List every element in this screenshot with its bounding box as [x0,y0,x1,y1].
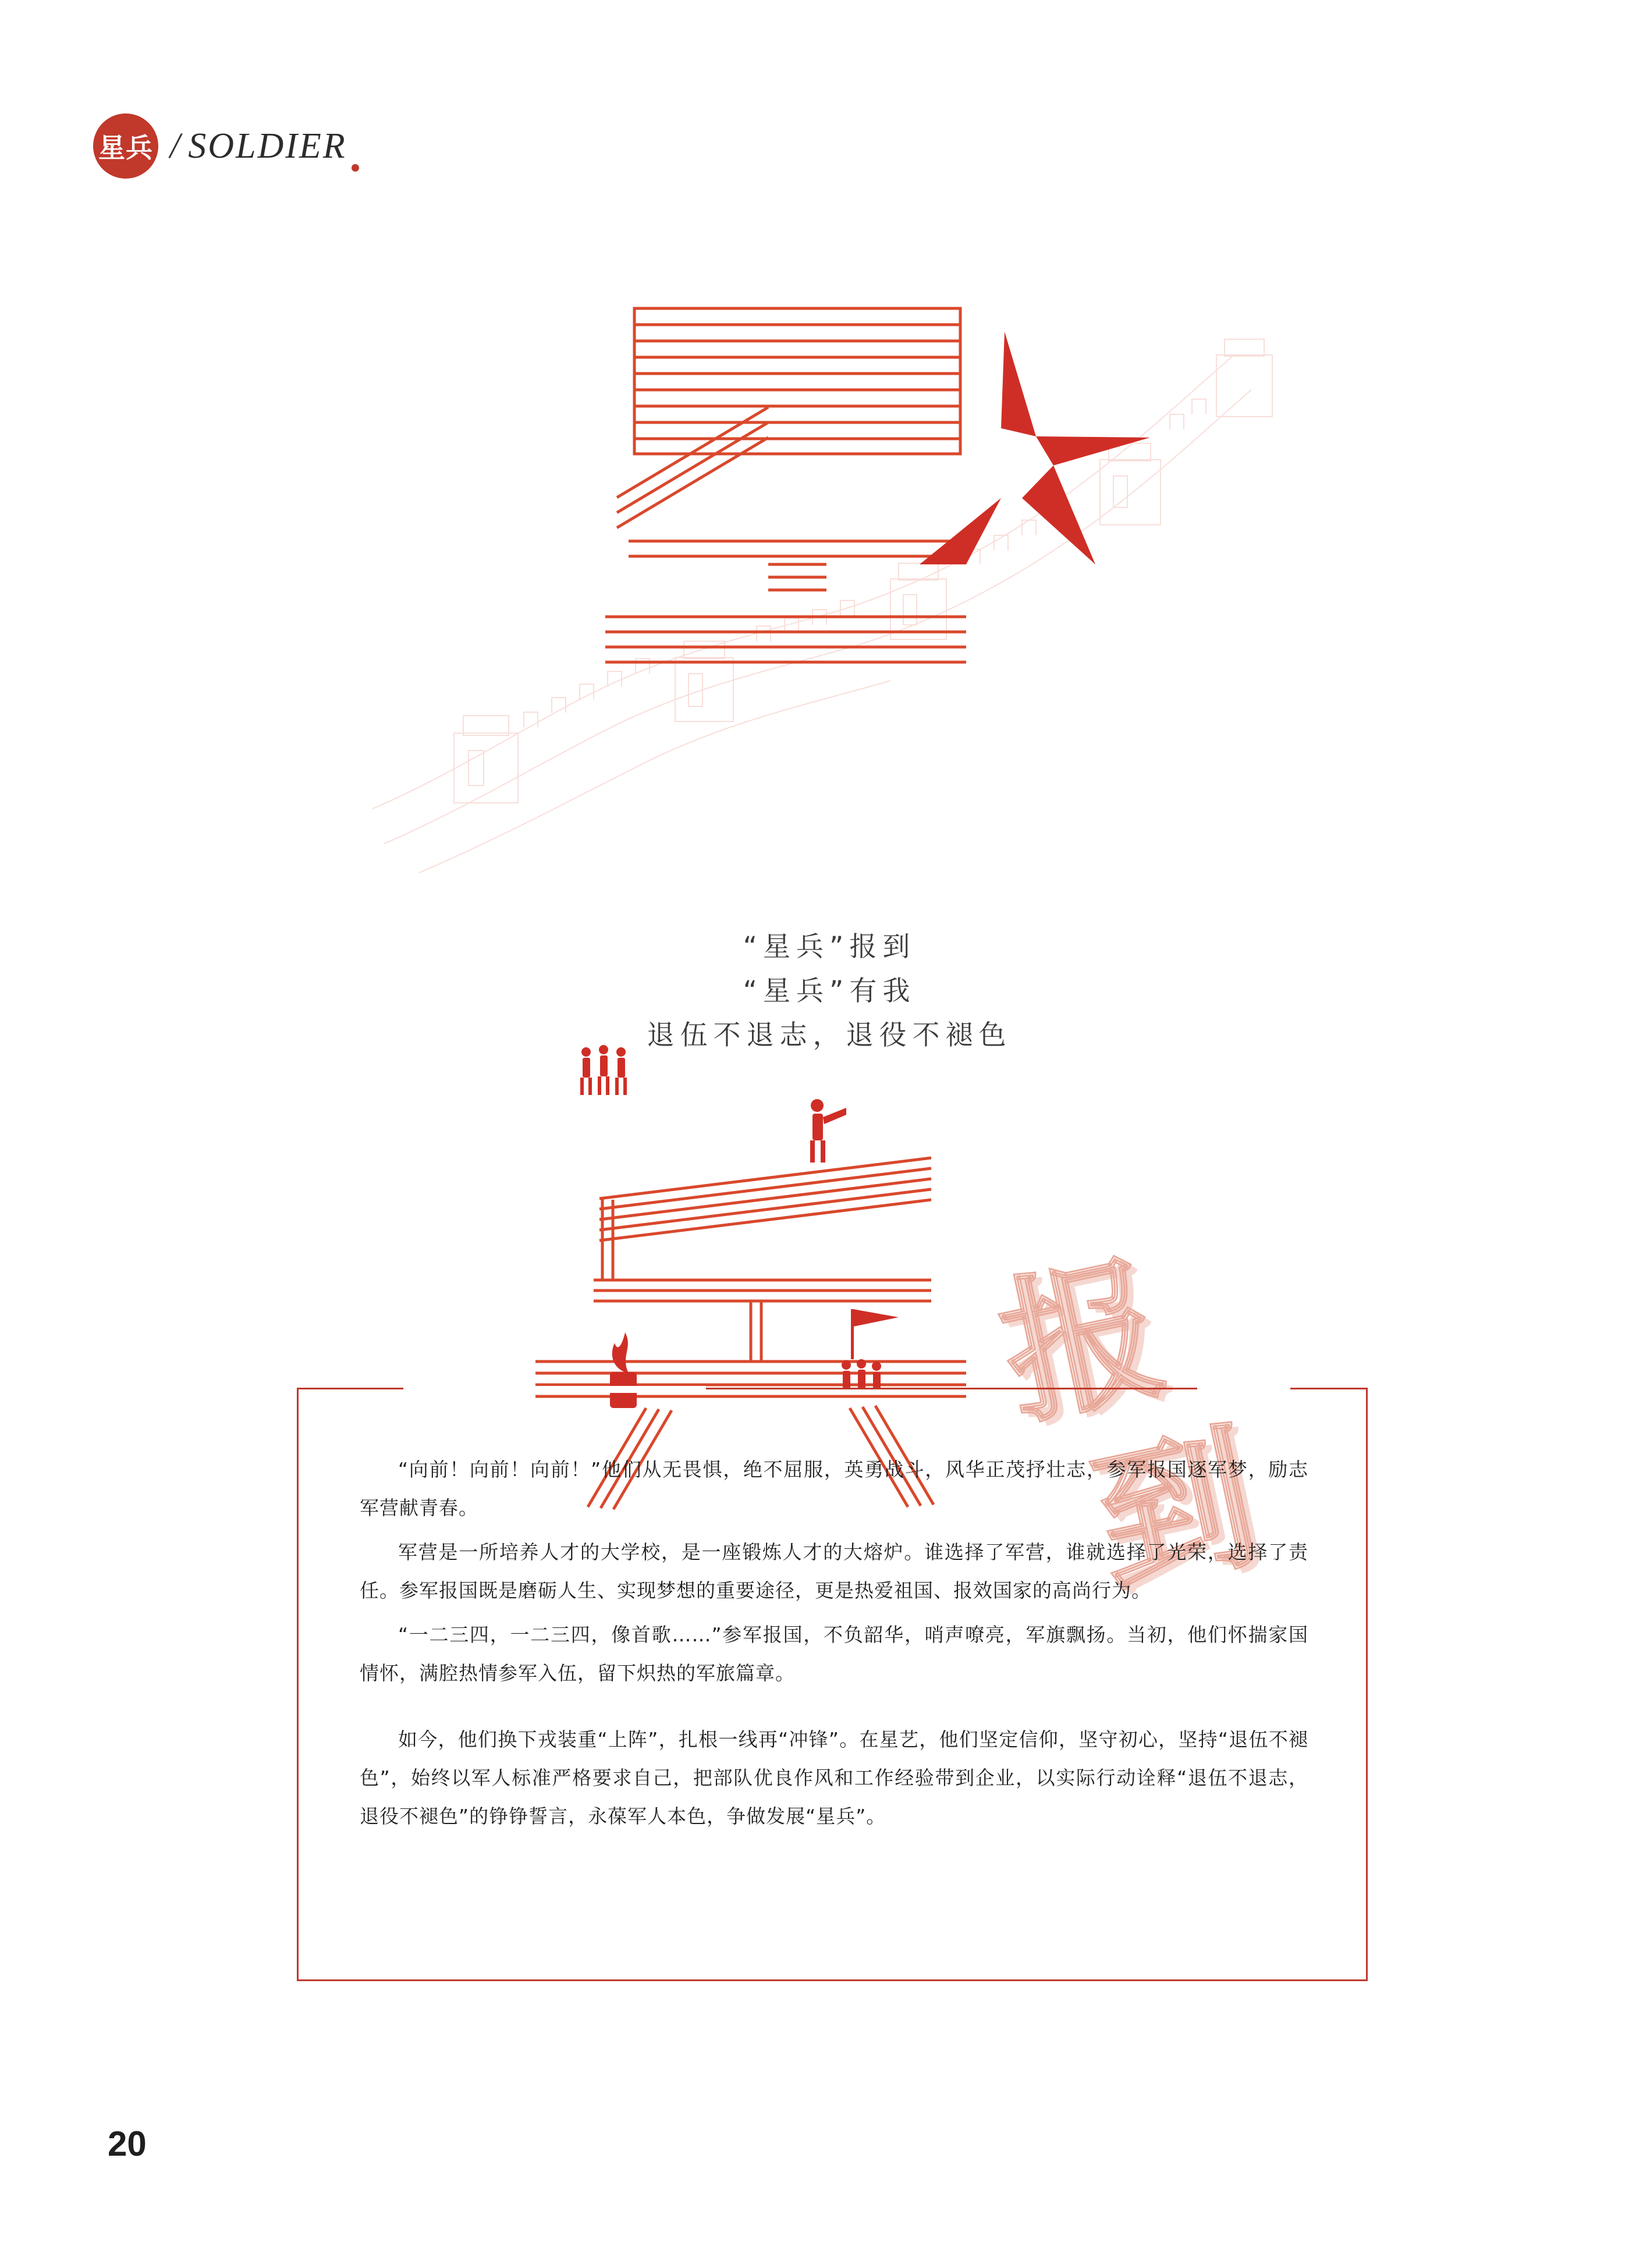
article-paragraph: “一二三四，一二三四，像首歌……”参军报国，不负韶华，哨声嘹亮，军旗飘扬。当初，他们怀揣家国情怀，满腔热情参军入伍，留下炽热的军旅篇章。 [360,1623,1308,1684]
page-number: 20 [108,2124,147,2163]
hero-character-xing [594,291,1269,687]
slogan-line-3: 退伍不退志，退役不褪色 [647,1019,1012,1052]
slogan-line-2: “星兵”有我 [743,975,916,1008]
article-panel [297,1388,1368,1981]
masthead-separator: / [170,126,180,166]
masthead-dot-icon [352,164,359,172]
masthead-latin-name: SOLDIER [188,126,347,166]
masthead [93,113,359,179]
outline-character-dao: 到 [1079,1404,1272,1617]
article-body [360,1451,1308,1842]
article-paragraph: “向前！向前！向前！”他们从无畏惧，绝不屈服，英勇战斗，风华正茂抒壮志，参军报国逐军梦，励志军营献青春。 [360,1458,1308,1519]
slogan-line-1: “星兵”报到 [743,931,916,963]
outline-character-bao: 报 [986,1235,1179,1448]
article-paragraph: 如今，他们换下戎装重“上阵”，扎根一线再“冲锋”。在星艺，他们坚定信仰，坚守初心，坚持“退伍不褪色”，始终以军人标准严格要求自己，把部队优良作风和工作经验带到企业，以实际行动诠释“退伍不退志，退役不褪色”的铮铮誓言，永葆军人本色，争做发展“星兵”。 [360,1728,1308,1828]
article-paragraph: 军营是一所培养人才的大学校，是一座锻炼人才的大熔炉。谁选择了军营，谁就选择了光荣，选择了责任。参军报国既是磨砺人生、实现梦想的重要途径，更是热爱祖国、报效国家的高尚行为。 [360,1541,1308,1602]
brand-badge: 星兵 [93,113,158,179]
